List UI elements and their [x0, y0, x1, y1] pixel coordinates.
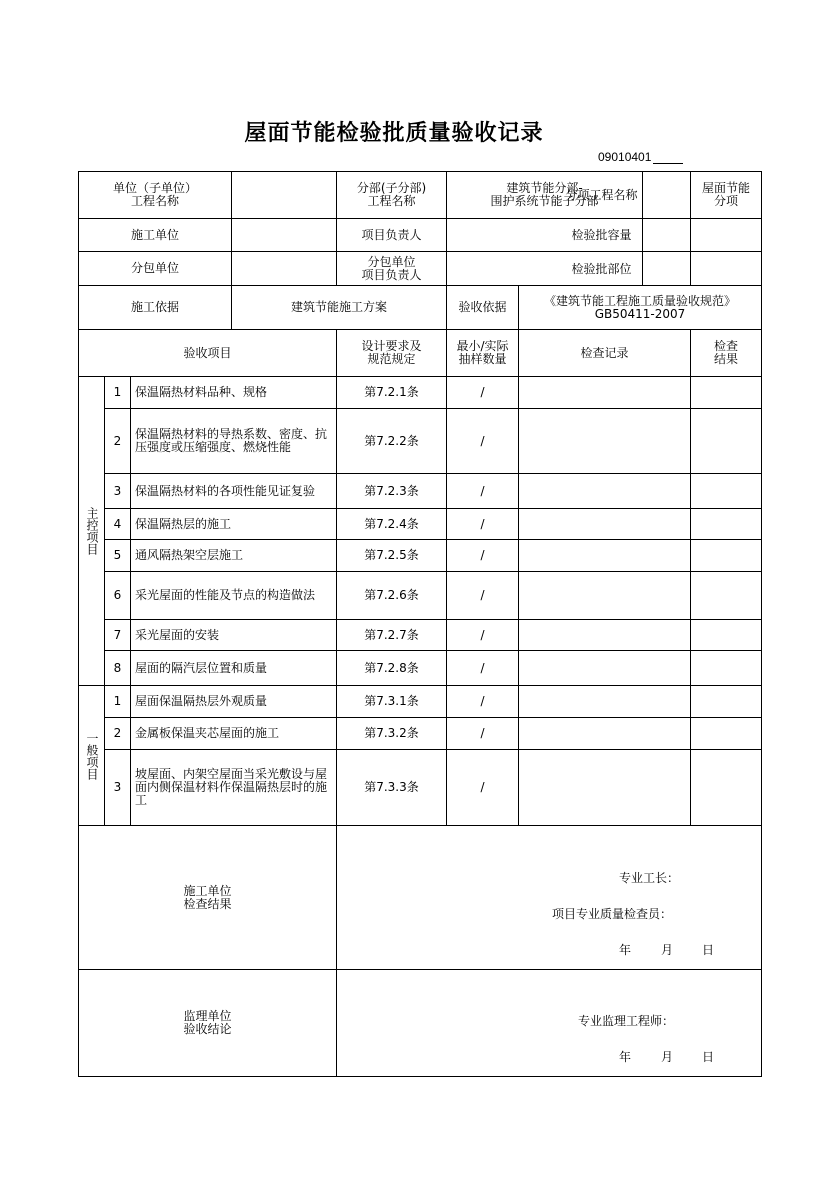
- table-row: [79, 409, 762, 474]
- subcontract-unit-label: 分包单位: [79, 252, 232, 286]
- row-number: 6: [105, 572, 131, 620]
- row-number: 3: [105, 474, 131, 509]
- header-row-4: [79, 286, 762, 330]
- table-row: [79, 540, 762, 572]
- engineer-label: 专业监理工程师：: [578, 1014, 675, 1028]
- row-result-field[interactable]: [691, 651, 762, 686]
- row-result-field[interactable]: [691, 509, 762, 540]
- construction-date-year: 年: [619, 943, 632, 957]
- column-header-row: [79, 330, 762, 377]
- row-record-field[interactable]: [519, 509, 691, 540]
- batch-capacity-field[interactable]: [691, 219, 762, 252]
- construction-basis-label: 施工依据: [79, 286, 232, 330]
- table-row: [79, 620, 762, 651]
- supervision-date-month: 月: [661, 1050, 674, 1064]
- col-result: 检查 结果: [691, 330, 762, 377]
- row-record-field[interactable]: [519, 540, 691, 572]
- row-number: 1: [105, 377, 131, 409]
- acceptance-basis-value: 《建筑节能工程施工质量验收规范》 GB50411-2007: [519, 286, 762, 330]
- row-record-field[interactable]: [519, 572, 691, 620]
- row-number: 3: [105, 750, 131, 826]
- construction-date-day: 日: [702, 943, 715, 957]
- row-clause: 第7.3.2条: [337, 718, 447, 750]
- page-title: 屋面节能检验批质量验收记录: [244, 121, 544, 146]
- subcontract-unit-field[interactable]: [232, 252, 337, 286]
- row-result-field[interactable]: [691, 409, 762, 474]
- row-record-field[interactable]: [519, 620, 691, 651]
- row-item-text: 保温隔热材料品种、规格: [131, 377, 337, 409]
- row-number: 8: [105, 651, 131, 686]
- row-sample: /: [447, 474, 519, 509]
- row-clause: 第7.2.6条: [337, 572, 447, 620]
- row-number: 1: [105, 686, 131, 718]
- col-sampling: 最小/实际 抽样数量: [447, 330, 519, 377]
- row-sample: /: [447, 718, 519, 750]
- row-result-field[interactable]: [691, 686, 762, 718]
- row-item-text: 屋面保温隔热层外观质量: [131, 686, 337, 718]
- row-sample: /: [447, 750, 519, 826]
- table-row: [79, 750, 762, 826]
- row-result-field[interactable]: [691, 750, 762, 826]
- division-label: 分部(子分部) 工程名称: [337, 172, 447, 219]
- row-clause: 第7.2.7条: [337, 620, 447, 651]
- inspector-label: 项目专业质量检查员：: [552, 907, 673, 921]
- row-number: 2: [105, 409, 131, 474]
- row-sample: /: [447, 540, 519, 572]
- batch-location-field[interactable]: [691, 252, 762, 286]
- row-result-field[interactable]: [691, 540, 762, 572]
- header-row-1: [79, 172, 762, 219]
- row-item-text: 金属板保温夹芯屋面的施工: [131, 718, 337, 750]
- row-number: 7: [105, 620, 131, 651]
- row-result-field[interactable]: [691, 620, 762, 651]
- row-clause: 第7.3.1条: [337, 686, 447, 718]
- form-code: [598, 150, 683, 164]
- row-sample: /: [447, 377, 519, 409]
- acceptance-basis-label: 验收依据: [447, 286, 519, 330]
- main-group-label: 主控项目: [79, 377, 105, 686]
- row-record-field[interactable]: [519, 718, 691, 750]
- form-code-number: 09010401: [598, 150, 652, 164]
- batch-capacity-label: 检验批容量: [571, 228, 632, 242]
- row-record-field[interactable]: [519, 474, 691, 509]
- row-sample: /: [447, 651, 519, 686]
- row-sample: /: [447, 620, 519, 651]
- row-item-text: 坡屋面、内架空屋面当采光敷设与屋面内侧保温材料作保温隔热层时的施工: [131, 750, 337, 826]
- construction-basis-value: 建筑节能施工方案: [232, 286, 447, 330]
- row-sample: /: [447, 686, 519, 718]
- row-item-text: 通风隔热架空层施工: [131, 540, 337, 572]
- unit-value-field[interactable]: [232, 172, 337, 219]
- row-clause: 第7.2.2条: [337, 409, 447, 474]
- row-item-text: 屋面的隔汽层位置和质量: [131, 651, 337, 686]
- form-code-blank[interactable]: [653, 152, 683, 164]
- construction-check-area[interactable]: [337, 826, 762, 970]
- row-result-field[interactable]: [691, 572, 762, 620]
- col-requirement: 设计要求及 规范规定: [337, 330, 447, 377]
- row-sample: /: [447, 572, 519, 620]
- table-row: [79, 509, 762, 540]
- table-row: [79, 718, 762, 750]
- row-number: 4: [105, 509, 131, 540]
- row-record-field[interactable]: [519, 750, 691, 826]
- row-clause: 第7.3.3条: [337, 750, 447, 826]
- row-result-field[interactable]: [691, 377, 762, 409]
- table-row: [79, 686, 762, 718]
- construction-check-label: 施工单位 检查结果: [79, 826, 337, 970]
- row-clause: 第7.2.1条: [337, 377, 447, 409]
- subitem-value: 屋面节能 分项: [691, 172, 762, 219]
- row-clause: 第7.2.3条: [337, 474, 447, 509]
- col-item: 验收项目: [79, 330, 337, 377]
- row-number: 2: [105, 718, 131, 750]
- construction-unit-label: 施工单位: [79, 219, 232, 252]
- table-row: [79, 474, 762, 509]
- table-row: [79, 377, 762, 409]
- construction-check-row: [79, 826, 762, 970]
- row-result-field[interactable]: [691, 474, 762, 509]
- supervision-area[interactable]: [337, 970, 762, 1077]
- row-number: 5: [105, 540, 131, 572]
- unit-label: 单位（子单位） 工程名称: [79, 172, 232, 219]
- row-item-text: 采光屋面的安装: [131, 620, 337, 651]
- row-record-field[interactable]: [519, 409, 691, 474]
- supervision-row: [79, 970, 762, 1077]
- table-row: [79, 572, 762, 620]
- row-item-text: 保温隔热材料的导热系数、密度、抗压强度或压缩强度、燃烧性能: [131, 409, 337, 474]
- table-row: [79, 651, 762, 686]
- construction-unit-field[interactable]: [232, 219, 337, 252]
- subitem-label: 分项工程名称: [565, 188, 638, 202]
- header-row-2: [79, 219, 762, 252]
- foreman-label: 专业工长：: [619, 871, 680, 885]
- row-item-text: 保温隔热层的施工: [131, 509, 337, 540]
- subcontract-manager-label: 分包单位 项目负责人: [337, 252, 447, 286]
- division-value: 建筑节能分部- 围护系统节能子分部: [447, 172, 643, 219]
- row-record-field[interactable]: [519, 651, 691, 686]
- supervision-date-year: 年: [619, 1050, 632, 1064]
- row-clause: 第7.2.4条: [337, 509, 447, 540]
- col-record: 检查记录: [519, 330, 691, 377]
- construction-date-month: 月: [661, 943, 674, 957]
- row-item-text: 采光屋面的性能及节点的构造做法: [131, 572, 337, 620]
- row-clause: 第7.2.5条: [337, 540, 447, 572]
- row-result-field[interactable]: [691, 718, 762, 750]
- row-sample: /: [447, 409, 519, 474]
- batch-location-label: 检验批部位: [571, 261, 632, 276]
- header-row-3: [79, 252, 762, 286]
- row-record-field[interactable]: [519, 686, 691, 718]
- inspection-form-table: [78, 171, 762, 1077]
- general-group-label: 一般项目: [79, 686, 105, 826]
- supervision-date-day: 日: [702, 1050, 715, 1064]
- row-record-field[interactable]: [519, 377, 691, 409]
- row-sample: /: [447, 509, 519, 540]
- row-clause: 第7.2.8条: [337, 651, 447, 686]
- row-item-text: 保温隔热材料的各项性能见证复验: [131, 474, 337, 509]
- supervision-label: 监理单位 验收结论: [79, 970, 337, 1077]
- project-manager-label: 项目负责人: [337, 219, 447, 252]
